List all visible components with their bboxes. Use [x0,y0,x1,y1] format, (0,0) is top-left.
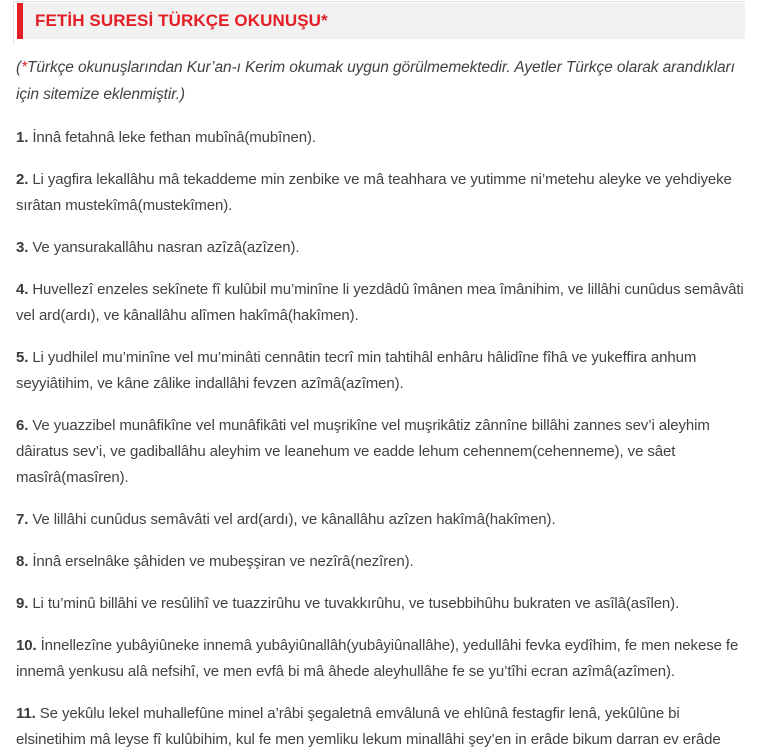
verse-number: 5. [16,349,29,366]
verse-number: 2. [16,171,29,188]
top-divider-line [14,1,745,2]
verse-paragraph-5 [16,345,745,397]
verse-text: Huvellezî enzeles sekînete fî kulûbil mu’minîne li yezdâdû îmânen mea îmânihim, ve lillâhi cunûdus semâvâti vel ard(ardı), ve kânallâhu alîmen hakîmâ(hakîmen). [16,281,744,324]
verse-paragraph-1 [16,125,745,151]
verse-text: Ve yuazzibel munâfikîne vel munâfikâti vel muşrikîne vel muşrikâtiz zânnîne billâhi zannes sev’i aleyhim dâiratus sev’i, ve gadiballâhu aleyhim ve leanehum ve eadde lehum cehennem(cehenneme), ve sâet masîrâ(masîren). [16,417,710,486]
verse-text: Li yudhilel mu’minîne vel mu’minâti cennâtin tecrî min tahtihâl enhâru hâlidîne fîhâ ve yukeffira anhum seyyiâtihim, ve kâne zâlike indallâhi fevzen azîmâ(azîmen). [16,349,697,392]
verse-number: 6. [16,417,29,434]
verse-text: Li yagfira lekallâhu mâ tekaddeme min zenbike ve mâ teahhara ve yutimme ni’metehu aleyke ve yehdiyeke sırâtan mustekîmâ(mustekîmen). [16,171,732,214]
left-divider-line [13,1,14,44]
verse-number: 11. [16,705,36,722]
verse-text: İnnellezîne yubâyiûneke innemâ yubâyiûnallâh(yubâyiûnallâhe), yedullâhi fevka eydîhim, fe men nekese fe innemâ yenkusu alâ nefsihî, ve men evfâ bi mâ âhede aleyhullâhe fe se yu’tîhi ecran azîmâ(azîmen). [16,637,739,680]
disclaimer-text: Türkçe okunuşlarından Kur’an-ı Kerim okumak uygun görülmemektedir. Ayetler Türkçe olarak arandıkları için sitemize eklenmiştir.) [16,59,735,103]
verse-paragraph-2 [16,167,745,219]
verse-paragraph-7 [16,507,745,533]
verse-number: 4. [16,281,29,298]
disclaimer-open-paren: ( [16,59,22,76]
verse-text: İnnâ erselnâke şâhiden ve mubeşşiran ve nezîrâ(nezîren). [32,553,414,570]
verse-paragraph-6 [16,413,745,491]
verse-text: Se yekûlu lekel muhallefûne minel a’râbi şegaletnâ emvâlunâ ve ehlûnâ festagfir lenâ, yekûlûne bi elsinetihim mâ leyse fî kulûbihim, kul fe men yemliku lekum minallâhi şey’en in erâde bikum darran ev erâde [16,705,721,748]
verse-paragraph-9 [16,591,745,617]
verse-paragraph-10 [16,633,745,685]
verse-text: Ve yansurakallâhu nasran azîzâ(azîzen). [32,239,300,256]
verse-text: Li tu’minû billâhi ve resûlihî ve tuazzirûhu ve tuvakkırûhu, ve tusebbihûhu bukraten ve asîlâ(asîlen). [32,595,680,612]
verse-number: 8. [16,553,29,570]
verse-text: Ve lillâhi cunûdus semâvâti vel ard(ardı), ve kânallâhu azîzen hakîmâ(hakîmen). [32,511,556,528]
verse-paragraph-11 [16,701,745,753]
verse-number: 9. [16,595,29,612]
verse-paragraph-4 [16,277,745,329]
verse-number: 7. [16,511,29,528]
verse-number: 3. [16,239,29,256]
verse-number: 10. [16,637,37,654]
verse-text: İnnâ fetahnâ leke fethan mubînâ(mubînen). [32,129,316,146]
section-title-bar [17,3,745,39]
verse-number: 1. [16,129,29,146]
page-title: FETİH SURESİ TÜRKÇE OKUNUŞU* [35,11,328,30]
verse-paragraph-8 [16,549,745,575]
verse-paragraph-3 [16,235,745,261]
disclaimer-note [16,54,745,108]
disclaimer-asterisk: * [21,59,27,76]
